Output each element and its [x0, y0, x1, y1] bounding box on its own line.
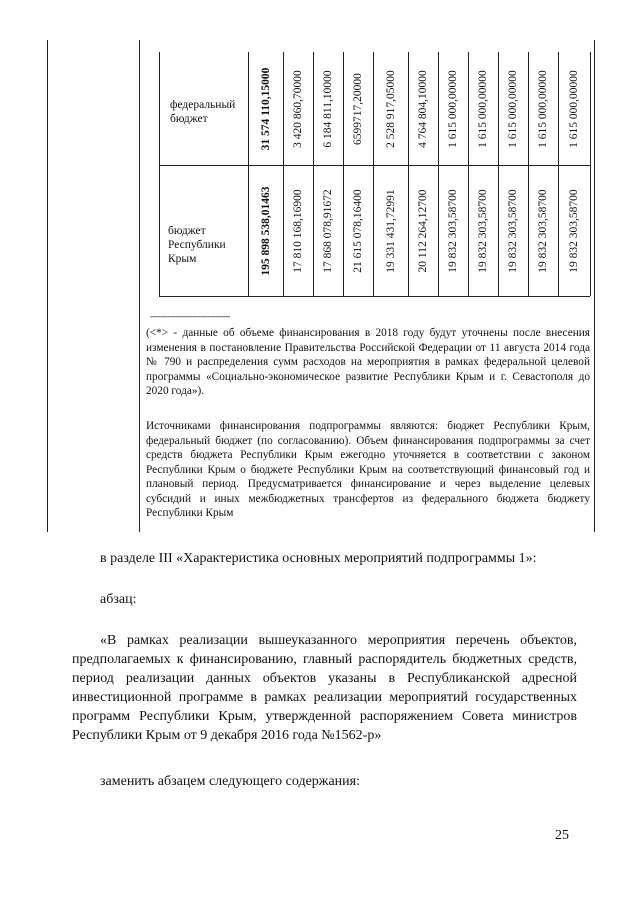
- col-line: [343, 52, 344, 296]
- inner-table-mid: [159, 165, 590, 166]
- col-line: [313, 52, 314, 296]
- cell-crimea-value: 19 832 303,58700: [507, 189, 519, 273]
- cell-federal-value: 1 615 000,00000: [477, 70, 489, 148]
- row-label-crimea: бюджет Республики Крым: [168, 225, 226, 265]
- cell-federal-value: 1 615 000,00000: [537, 70, 549, 148]
- cell-federal-value: 3 420 860,70000: [292, 70, 304, 148]
- cell-crimea-value: 19 832 303,58700: [568, 189, 580, 273]
- cell-crimea-value: 19 331 431,72991: [385, 189, 397, 273]
- col-line: [283, 52, 284, 296]
- cell-crimea-value: 19 832 303,58700: [477, 189, 489, 273]
- inner-table-right: [590, 52, 591, 296]
- cell-crimea-value: 19 832 303,58700: [537, 189, 549, 273]
- footnote-text: (<*> - данные об объеме финансирования в 2018 году будут уточнены после внесения изменения в постановление Правительства Российской Федерации от 11 августа 2014 года № 790 и распределения сумм расходов на мероприятия в рамках федеральной целевой программы «Социально-экономическое развитие Республики Крым и г. Севастополя до 2020 года»).: [146, 327, 590, 397]
- table-border-right: [594, 40, 595, 532]
- quoted-paragraph: «В рамках реализации вышеуказанного мероприятия перечень объектов, предполагаемых к финансированию, главный распорядитель бюджетных средств, период реализации данных объектов указаны в Республиканской адресной инвестиционной программе в рамках реализации мероприятий государственных программ Республики Крым, утвержденной распоряжением Совета министров Республики Крым от 9 декабря 2016 года №1562-р»: [72, 633, 577, 743]
- col-line: [498, 52, 499, 296]
- inner-table-left: [159, 52, 160, 296]
- replace-paragraph: заменить абзацем следующего содержания:: [100, 774, 360, 789]
- cell-crimea-value: 17 810 168,16900: [292, 189, 304, 273]
- cell-crimea-value: 20 112 264,12700: [417, 189, 429, 273]
- row-label-federal: федеральный бюджет: [170, 99, 236, 125]
- inner-table-bottom: [159, 296, 590, 297]
- col-line: [468, 52, 469, 296]
- footnote-rule: --------------------------------: [150, 311, 230, 321]
- table-column-divider: [139, 40, 140, 532]
- cell-federal-value: 1 615 000,00000: [447, 70, 459, 148]
- cell-federal-value: 1 615 000,00000: [568, 70, 580, 148]
- cell-crimea-value: 21 615 078,16400: [352, 189, 364, 273]
- cell-federal-value: 1 615 000,00000: [507, 70, 519, 148]
- col-line: [248, 52, 249, 296]
- cell-federal-total: 31 574 110,15000: [260, 67, 272, 151]
- col-line: [373, 52, 374, 296]
- col-line: [528, 52, 529, 296]
- cell-federal-value: 6 184 811,10000: [322, 70, 334, 148]
- col-line: [408, 52, 409, 296]
- financing-sources-text: Источниками финансирования подпрограммы являются: бюджет Республики Крым, федеральный бюджет (по согласованию). Объем финансирования подпрограммы за счет средств бюджета Республики Крым ежегодно уточняется в соответствии с законом Республики Крым о бюджете Республики Крым на соответствующий финансовый год и плановый период. Предусматривается финансирование и через выделение целевых субсидий и иных межбюджетных трансфертов из федерального бюджета бюджету Республики Крым: [146, 420, 590, 519]
- table-border-left: [47, 40, 48, 532]
- cell-federal-value: 6599717,20000: [352, 73, 364, 145]
- cell-federal-value: 2 528 917,05000: [385, 70, 397, 148]
- col-line: [558, 52, 559, 296]
- cell-crimea-total: 195 898 538,01463: [260, 186, 272, 276]
- section-paragraph: в разделе III «Характеристика основных мероприятий подпрограммы 1»:: [100, 551, 537, 566]
- page-number: 25: [555, 828, 569, 843]
- cell-crimea-value: 19 832 303,58700: [447, 189, 459, 273]
- col-line: [438, 52, 439, 296]
- cell-federal-value: 4 764 804,10000: [417, 70, 429, 148]
- cell-crimea-value: 17 868 078,91672: [322, 189, 334, 273]
- paragraph-label: абзац:: [100, 592, 137, 607]
